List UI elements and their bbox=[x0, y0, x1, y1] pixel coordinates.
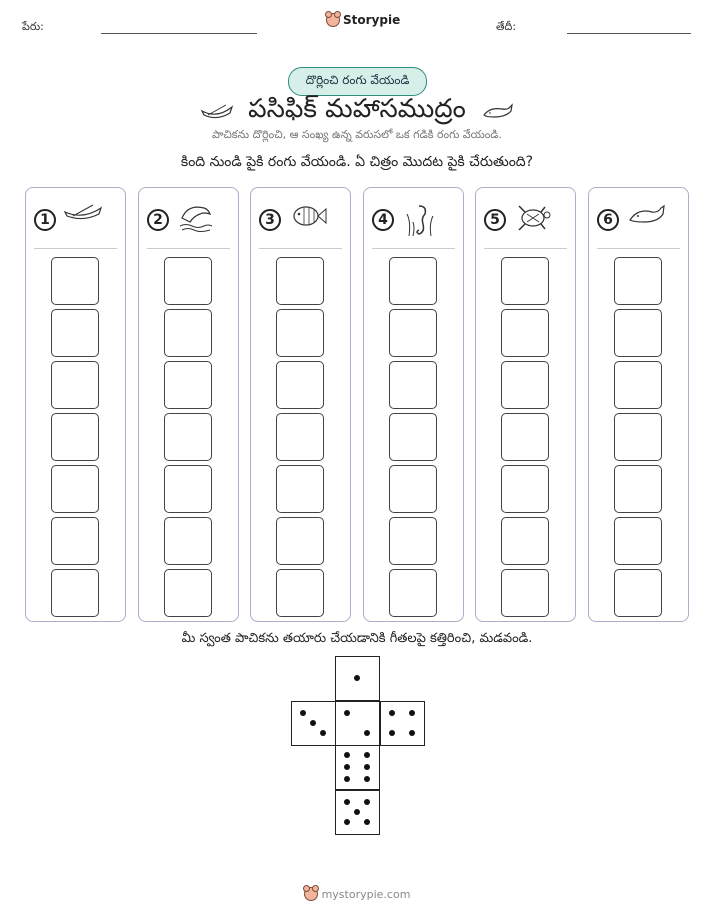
color-box[interactable] bbox=[501, 465, 549, 513]
color-box[interactable] bbox=[51, 361, 99, 409]
activity-badge: దొర్లించి రంగు వేయండి bbox=[288, 67, 427, 96]
name-line[interactable] bbox=[101, 33, 257, 34]
color-box[interactable] bbox=[389, 413, 437, 461]
column-header bbox=[484, 202, 554, 238]
column-number: 3 bbox=[259, 209, 281, 231]
column-number: 1 bbox=[34, 209, 56, 231]
dice-pip bbox=[344, 776, 350, 782]
subtitle: పాచికను దొర్లించి, ఆ సంఖ్య ఉన్న వరుసలో ఒక గడికి రంగు వేయండి. bbox=[212, 128, 502, 141]
color-box[interactable] bbox=[614, 309, 662, 357]
color-box[interactable] bbox=[164, 257, 212, 305]
dice-pip bbox=[409, 710, 415, 716]
canoe-icon bbox=[62, 202, 104, 238]
canoe-icon bbox=[200, 103, 234, 121]
color-box[interactable] bbox=[389, 309, 437, 357]
color-box[interactable] bbox=[51, 569, 99, 617]
column-5 bbox=[475, 187, 576, 622]
column-4 bbox=[363, 187, 464, 622]
dice-pip bbox=[344, 752, 350, 758]
dolphin-icon bbox=[175, 202, 217, 238]
color-box[interactable] bbox=[614, 413, 662, 461]
column-divider bbox=[372, 248, 455, 249]
dice-pip bbox=[364, 730, 370, 736]
color-box[interactable] bbox=[51, 413, 99, 461]
color-box[interactable] bbox=[501, 257, 549, 305]
whale-icon bbox=[625, 202, 667, 238]
color-box[interactable] bbox=[164, 309, 212, 357]
color-box[interactable] bbox=[501, 413, 549, 461]
column-header bbox=[259, 202, 329, 238]
color-box[interactable] bbox=[51, 465, 99, 513]
color-box[interactable] bbox=[51, 257, 99, 305]
fish-icon bbox=[287, 202, 329, 238]
column-number: 2 bbox=[147, 209, 169, 231]
dice-face-1 bbox=[335, 656, 380, 701]
column-number: 6 bbox=[597, 209, 619, 231]
brand-name: Storypie bbox=[343, 13, 401, 27]
question: కింది నుండి పైకి రంగు వేయండి. ఏ చిత్రం మొదట పైకి చేరుతుంది? bbox=[180, 154, 534, 170]
color-box[interactable] bbox=[501, 361, 549, 409]
color-box[interactable] bbox=[276, 361, 324, 409]
sea-turtle-icon bbox=[512, 202, 554, 238]
dice-pip bbox=[389, 730, 395, 736]
dice-pip bbox=[364, 819, 370, 825]
color-box[interactable] bbox=[276, 413, 324, 461]
name-label: పేరు: bbox=[22, 20, 44, 33]
brand-logo bbox=[326, 13, 400, 27]
color-box[interactable] bbox=[164, 361, 212, 409]
dice-pip bbox=[320, 730, 326, 736]
color-box[interactable] bbox=[389, 361, 437, 409]
dice-face-6 bbox=[335, 745, 380, 790]
color-box[interactable] bbox=[51, 517, 99, 565]
dice-pip bbox=[364, 799, 370, 805]
dice-face-4 bbox=[380, 701, 425, 746]
color-box[interactable] bbox=[614, 361, 662, 409]
whale-icon bbox=[480, 103, 514, 121]
column-6 bbox=[588, 187, 689, 622]
color-box[interactable] bbox=[389, 517, 437, 565]
column-2 bbox=[138, 187, 239, 622]
column-divider bbox=[147, 248, 230, 249]
color-box[interactable] bbox=[276, 257, 324, 305]
date-line[interactable] bbox=[567, 33, 691, 34]
dice-pip bbox=[364, 752, 370, 758]
column-number: 5 bbox=[484, 209, 506, 231]
dice-pip bbox=[310, 720, 316, 726]
dice-pip bbox=[409, 730, 415, 736]
dice-pip bbox=[344, 764, 350, 770]
bear-icon bbox=[326, 13, 340, 27]
dice-instruction: మీ స్వంత పాచికను తయారు చేయడానికి గీతలపై కత్తిరించి, మడవండి. bbox=[181, 631, 533, 646]
dice-face-3 bbox=[291, 701, 336, 746]
dice-pip bbox=[364, 764, 370, 770]
column-divider bbox=[597, 248, 680, 249]
color-box[interactable] bbox=[614, 257, 662, 305]
column-divider bbox=[259, 248, 342, 249]
color-box[interactable] bbox=[389, 465, 437, 513]
column-1 bbox=[25, 187, 126, 622]
column-header bbox=[147, 202, 217, 238]
column-3 bbox=[250, 187, 351, 622]
color-box[interactable] bbox=[501, 569, 549, 617]
column-header bbox=[597, 202, 667, 238]
color-box[interactable] bbox=[164, 569, 212, 617]
color-box[interactable] bbox=[164, 465, 212, 513]
dice-pip bbox=[344, 710, 350, 716]
color-box[interactable] bbox=[614, 517, 662, 565]
dice-pip bbox=[364, 776, 370, 782]
bear-icon bbox=[304, 887, 318, 901]
color-box[interactable] bbox=[276, 517, 324, 565]
color-box[interactable] bbox=[276, 309, 324, 357]
color-box[interactable] bbox=[614, 569, 662, 617]
title-row bbox=[0, 94, 714, 130]
color-box[interactable] bbox=[164, 413, 212, 461]
date-label: తేదీ: bbox=[496, 20, 517, 33]
color-box[interactable] bbox=[389, 569, 437, 617]
seahorse-icon bbox=[400, 202, 442, 238]
color-box[interactable] bbox=[164, 517, 212, 565]
column-divider bbox=[484, 248, 567, 249]
column-header bbox=[372, 202, 442, 238]
color-box[interactable] bbox=[276, 465, 324, 513]
dice-pip bbox=[300, 710, 306, 716]
dice-pip bbox=[389, 710, 395, 716]
column-divider bbox=[34, 248, 117, 249]
dice-face-5 bbox=[335, 790, 380, 835]
color-box[interactable] bbox=[389, 257, 437, 305]
column-header bbox=[34, 202, 104, 238]
color-box[interactable] bbox=[501, 517, 549, 565]
color-box[interactable] bbox=[276, 569, 324, 617]
dice-pip bbox=[354, 809, 360, 815]
footer bbox=[0, 887, 714, 901]
color-box[interactable] bbox=[51, 309, 99, 357]
color-box[interactable] bbox=[614, 465, 662, 513]
color-box[interactable] bbox=[501, 309, 549, 357]
column-number: 4 bbox=[372, 209, 394, 231]
dice-pip bbox=[344, 819, 350, 825]
page-title: పసిఫిక్ మహాసముద్రం bbox=[248, 94, 466, 124]
dice-pip bbox=[354, 675, 360, 681]
dice-pip bbox=[344, 799, 350, 805]
footer-url[interactable]: mystorypie.com bbox=[321, 887, 411, 901]
dice-face-2 bbox=[335, 701, 380, 746]
